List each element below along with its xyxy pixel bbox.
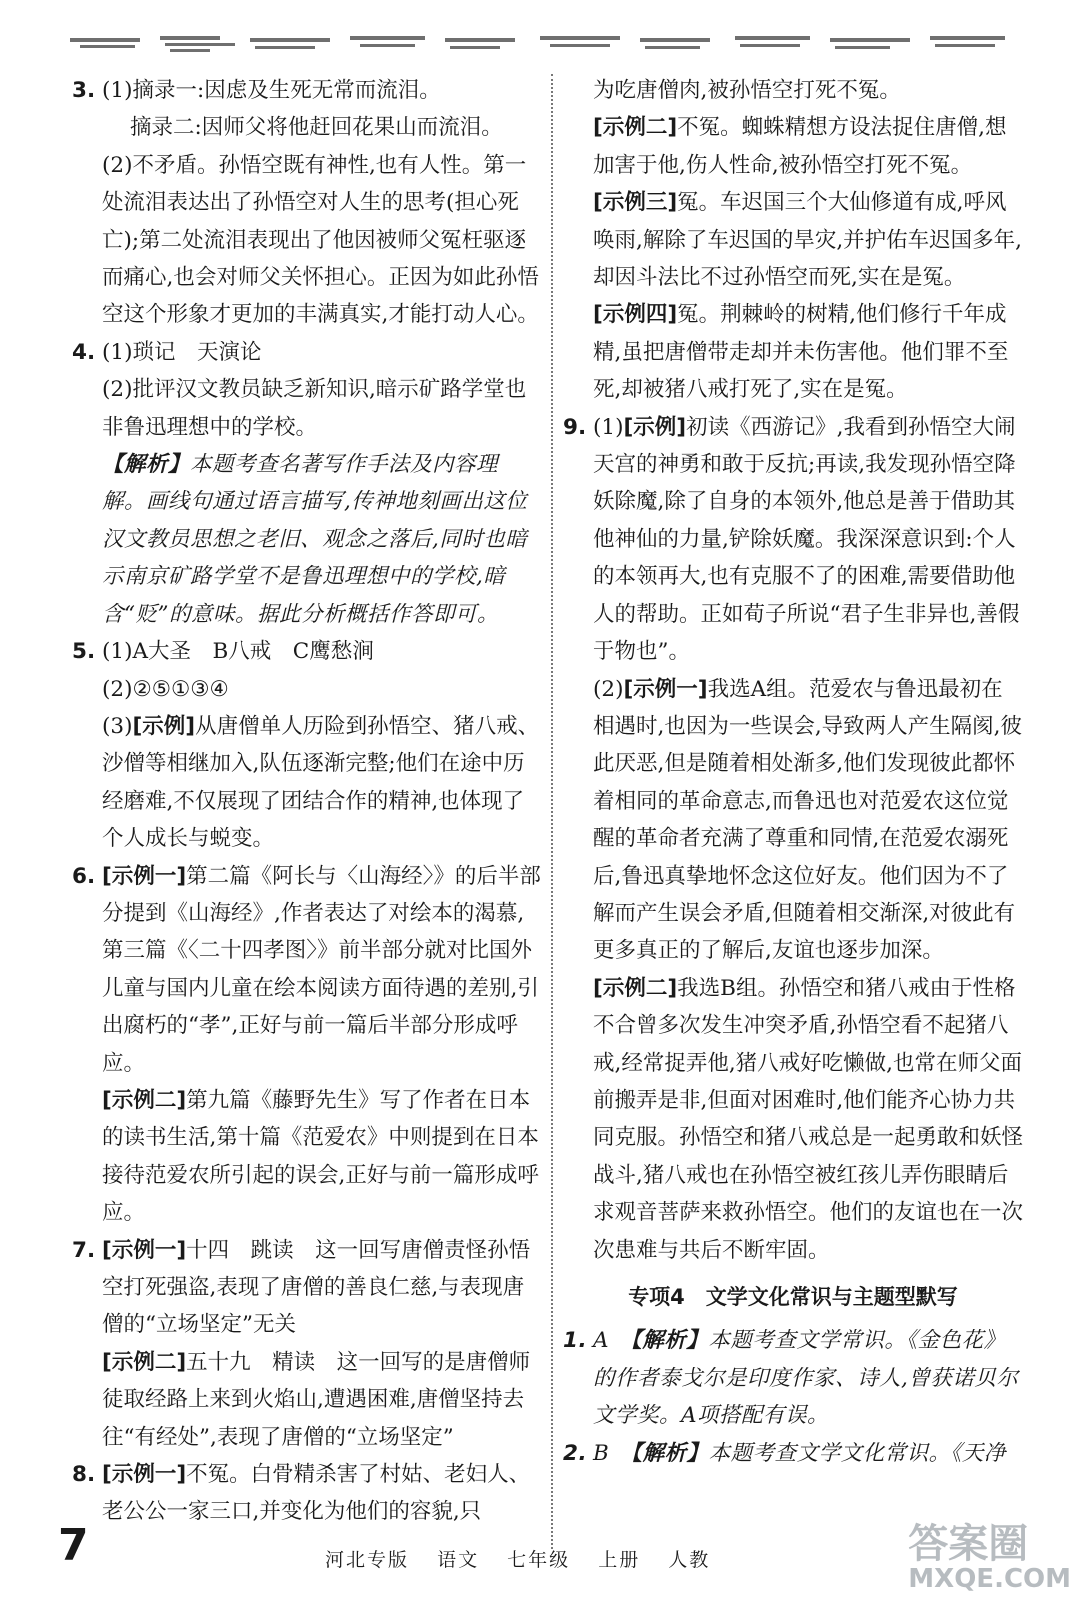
q8-example4: [示例四]冤。荆棘岭的树精,他们修行千年成精,虽把唐僧带走却并未伤害他。他们罪不至死,却被猪八戒打死了,实在是冤。 [593, 302, 1009, 403]
q4-line1: 4. (1)琐记 天演论 [72, 339, 262, 365]
q4-line2: (2)批评汉文教员缺乏新知识,暗示矿路学堂也非鲁迅理想中的学校。 [102, 377, 527, 440]
q6-example1: 6. [示例一]第二篇《阿长与〈山海经〉》的后半部分提到《山海经》,作者表达了对绘本的渴慕,第三篇《〈二十四孝图〉》前半部分就对比国外儿童与国内儿童在绘本阅读方面待遇的差别,引出腐朽的“孝”,正好与前一篇后半部分形成呼应。 [72, 863, 541, 1076]
left-column [72, 72, 542, 1531]
watermark-site: MXQE.COM [908, 1564, 1071, 1594]
q9-part1: 9. (1)[示例]初读《西游记》,我看到孙悟空大闹天宫的神勇和敢于反抗;再读,我发现孙悟空降妖除魔,除了自身的本领外,他总是善于借助其他神仙的力量,铲除妖魔。我深深意识到:个人的本领再大,也有克服不了的困难,需要借助他人的帮助。正如荀子所说“君子生非异也,善假于物也”。 [563, 414, 1020, 665]
q7-example1: 7. [示例一]十四 跳读 这一回写唐僧责怪孙悟空打死强盗,表现了唐僧的善良仁慈,与表现唐僧的“立场坚定”无关 [72, 1237, 531, 1338]
right-column [563, 72, 1023, 1472]
footer-edition: 河北专版 [325, 1549, 410, 1571]
page-number: 7 [58, 1520, 89, 1571]
s2-answer: 2. B 【解析】本题考查文学文化常识。《天净 [563, 1440, 1006, 1466]
footer-subject: 语文 [437, 1549, 480, 1571]
footer-volume: 上册 [598, 1549, 641, 1571]
q8-continued: 为吃唐僧肉,被孙悟空打死不冤。 [593, 78, 901, 103]
q3-line2: 摘录二:因师父将他赶回花果山而流泪。 [130, 115, 503, 141]
q3-line1: 3. (1)摘录一:因虑及生死无常而流泪。 [72, 78, 441, 103]
q3-answer2: (2)不矛盾。孙悟空既有神性,也有人性。第一处流泪表达出了孙悟空对人生的思考(担心死亡);第二处流泪表现出了他因被师父冤枉驱逐而痛心,也会对师父关怀担心。正因为如此孙悟空这个形象才更加的丰满真实,才能打动人心。 [102, 152, 539, 328]
watermark-logo: 答案圈 [908, 1521, 1029, 1567]
q5-line1: 5. (1)A大圣 B八戒 C鹰愁涧 [72, 639, 374, 665]
q4-analysis: 【解析】本题考查名著写作手法及内容理解。画线句通过语言描写,传神地刻画出这位汉文教员思想之老旧、观念之落后,同时也暗示南京矿路学堂不是鲁迅理想中的学校,暗含“贬”的意味。据此分析概括作答即可。 [102, 452, 528, 627]
q5-line3: (3)[示例]从唐僧单人历险到孙悟空、猪八戒、沙僧等相继加入,队伍逐渐完整;他们在途中历经磨难,不仅展现了团结合作的精神,也体现了个人成长与蜕变。 [102, 713, 540, 852]
footer-publisher: 人教 [668, 1549, 711, 1571]
q5-line2: (2)②⑤①③④ [102, 676, 229, 702]
q8-example3: [示例三]冤。车迟国三个大仙修道有成,呼风唤雨,解除了车迟国的旱灾,并护佑车迟国多年,却因斗法比不过孙悟空而死,实在是冤。 [593, 190, 1023, 291]
footer [325, 1545, 730, 1572]
q6-example2: [示例二]第九篇《藤野先生》写了作者在日本的读书生活,第十篇《范爱农》中则提到在日本接待范爱农所引起的误会,正好与前一篇形成呼应。 [102, 1087, 539, 1226]
header-decoration [70, 28, 1010, 58]
q9-part2-example1: (2)[示例一]我选A组。范爱农与鲁迅最初在相遇时,也因为一些误会,导致两人产生隔阂,彼此厌恶,但是随着相处渐多,他们发现彼此都怀着相同的革命意志,而鲁迅也对范爱农这位觉醒的革命者充满了尊重和同情,在范爱农溺死后,鲁迅真挚地怀念这位好友。他们因为不了解而产生误会矛盾,但随着相交渐深,对彼此有更多真正的了解后,友谊也逐步加深。 [593, 676, 1023, 964]
q8-example1: 8. [示例一]不冤。白骨精杀害了村姑、老妇人、老公公一家三口,并变化为他们的容貌,只 [72, 1462, 531, 1525]
q8-example2: [示例二]不冤。蜘蛛精想方设法捉住唐僧,想加害于他,伤人性命,被孙悟空打死不冤。 [593, 115, 1007, 178]
column-divider [551, 74, 553, 1549]
q7-example2: [示例二]五十九 精读 这一回写的是唐僧师徒取经路上来到火焰山,遭遇困难,唐僧坚持去往“有经处”,表现了唐僧的“立场坚定” [102, 1349, 531, 1450]
section-title: 专项4 文学文化常识与主题型默写 [628, 1285, 958, 1309]
s1-answer: 1. A 【解析】本题考查文学常识。《金色花》的作者泰戈尔是印度作家、诗人,曾获诺贝尔文学奖。A项搭配有误。 [563, 1328, 1019, 1429]
footer-grade: 七年级 [507, 1549, 571, 1571]
q9-part2-example2: [示例二]我选B组。孙悟空和猪八戒由于性格不合曾多次发生冲突矛盾,孙悟空看不起猪八戒,经常捉弄他,猪八戒好吃懒做,也常在师父面前搬弄是非,但面对困难时,他们能齐心协力共同克服。孙悟空和猪八戒总是一起勇敢和妖怪战斗,猪八戒也在孙悟空被红孩儿弄伤眼睛后求观音菩萨来救孙悟空。他们的友谊也在一次次患难与共后不断牢固。 [593, 975, 1024, 1263]
watermark [908, 1521, 1071, 1594]
